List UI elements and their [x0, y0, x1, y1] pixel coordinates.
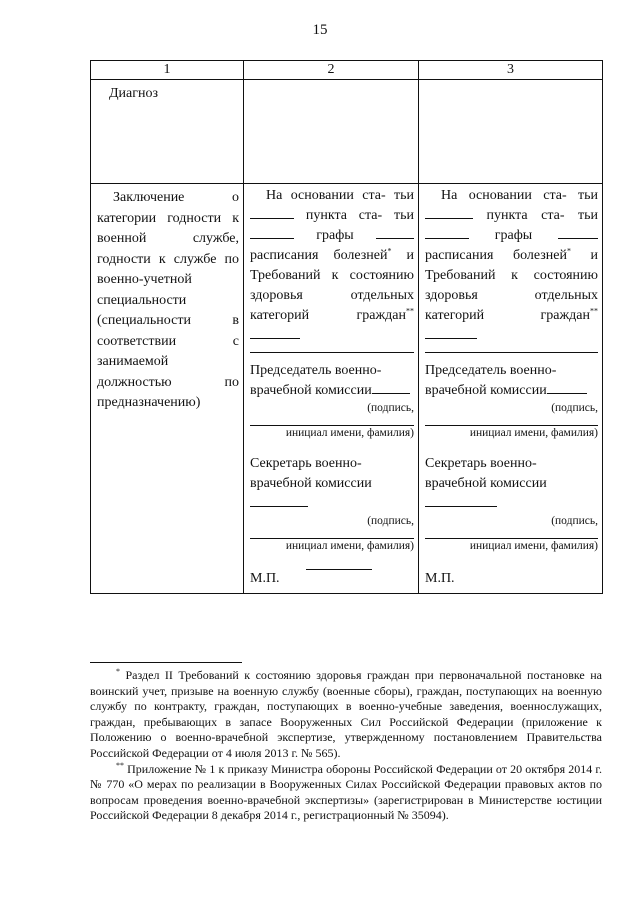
article-blank-2[interactable] [250, 226, 294, 239]
signature-caption: (подпись, [551, 515, 598, 527]
column-blank[interactable] [558, 226, 598, 239]
column-header-3: 3 [419, 61, 603, 80]
divider-line [425, 352, 598, 353]
diagnosis-field-col2[interactable] [244, 80, 419, 184]
name-caption: инициал имени, фамилия) [469, 427, 598, 439]
column-header-2: 2 [244, 61, 419, 80]
signature-caption: (подпись, [551, 402, 598, 414]
footnotes [90, 668, 602, 824]
secretary-label: Секретарь военно-врачебной комиссии [250, 454, 414, 514]
table-header-row [91, 61, 603, 80]
examination-form-table [90, 60, 603, 594]
chairman-label: Председатель военно-врачебной комиссии [425, 361, 598, 401]
diagnosis-label: Диагноз [109, 86, 159, 101]
column-blank[interactable] [376, 226, 414, 239]
chairman-label: Председатель военно-врачебной комиссии [250, 361, 414, 401]
footnote-rule [90, 662, 242, 663]
stamp-label: М.П. [425, 571, 455, 586]
basis-text-col2: На основании ста- тьи пункта ста- тьи графы расписания болезней* и Требований к состоянию здоровья отдельных категорий граждан** [250, 186, 414, 346]
conclusion-row [91, 184, 603, 594]
requirements-blank[interactable] [250, 326, 300, 339]
footnote-1: * Раздел II Требований к состоянию здоровья граждан при первоначальной постановке на воинский учет, призыве на военную службу (военные сборы), граждан, поступающих на военную службу по контракту, граждан, поступающих в военно-учебные заведения, военнослужащих, граждан, пребывающих в запасе Вооруженных Сил Российской Федерации (приложение к Положению о военно-врачебной экспертизе, утвержденному постановлением Правительства Российской Федерации от 4 июля 2013 г. № 565). [90, 667, 602, 760]
signature-caption: (подпись, [367, 402, 414, 414]
divider-line [250, 352, 414, 353]
diagnosis-row [91, 80, 603, 184]
article-blank-2[interactable] [425, 226, 469, 239]
basis-text-col3: На основании ста- тьи пункта ста- тьи графы расписания болезней* и Требований к состоянию здоровья отдельных категорий граждан** [425, 186, 598, 346]
section-separator [306, 569, 372, 570]
article-blank[interactable] [425, 206, 473, 219]
article-blank[interactable] [250, 206, 294, 219]
name-caption: инициал имени, фамилия) [285, 540, 414, 552]
signature-caption: (подпись, [367, 515, 414, 527]
requirements-blank[interactable] [425, 326, 477, 339]
secretary-label: Секретарь военно-врачебной комиссии [425, 454, 598, 514]
column-header-1: 1 [91, 61, 244, 80]
diagnosis-field-col3[interactable] [419, 80, 603, 184]
conclusion-cell-col3 [419, 184, 603, 594]
conclusion-cell-col2 [244, 184, 419, 594]
footnote-2: ** Приложение № 1 к приказу Министра обороны Российской Федерации от 20 октября 2014 г. № 770 «О мерах по реализации в Вооруженных Силах Российской Федерации правовых актов по вопросам проведения военно-врачебной экспертизы» (зарегистрирован в Министерстве юстиции Российской Федерации 8 декабря 2014 г., регистрационный № 35094). [90, 760, 602, 823]
stamp-label: М.П. [250, 571, 280, 586]
name-caption: инициал имени, фамилия) [285, 427, 414, 439]
name-caption: инициал имени, фамилия) [469, 540, 598, 552]
conclusion-label: Заключение о категории годности к военной службе, годности к службе по военно-учетной специальности (специальности в соответствии с занимаемой должностью по предназначению) [97, 190, 239, 410]
page-number: 15 [312, 22, 328, 38]
